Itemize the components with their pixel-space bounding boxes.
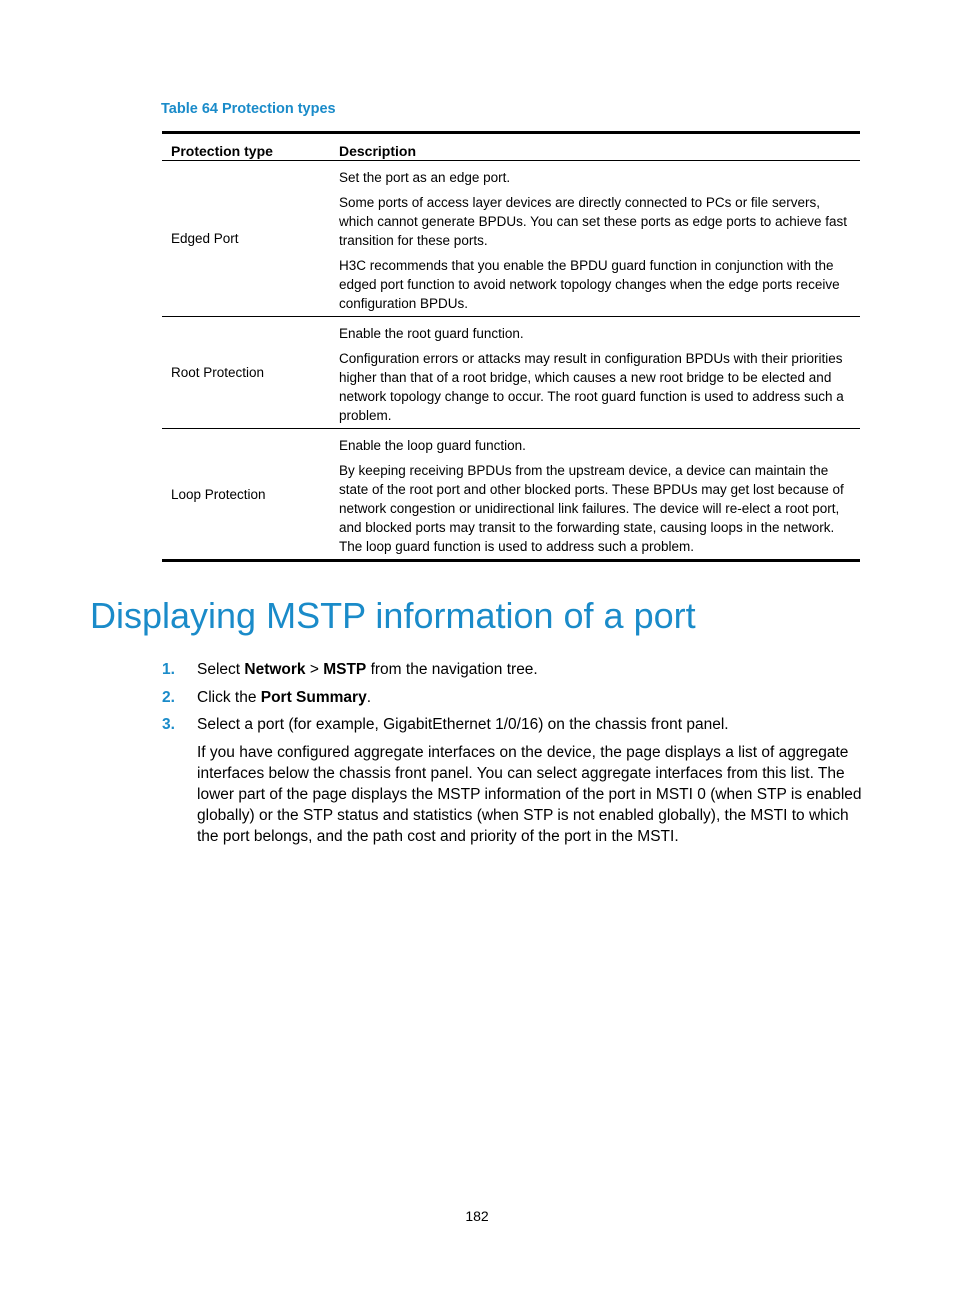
description-paragraph: Some ports of access layer devices are directly connected to PCs or file servers, which cannot generate BPDUs. You can set these ports as edge ports to achieve fast transition for these ports. (339, 195, 848, 248)
step-text (197, 685, 872, 713)
step-list (162, 657, 872, 740)
step-item (162, 657, 872, 685)
step-text (197, 712, 872, 740)
step-note: If you have configured aggregate interfaces on the device, the page displays a list of aggregate interfaces below the chassis front panel. You can select aggregate interfaces from this list. The lower part of the page displays the MSTP information of the port in MSTI 0 (when STP is enabled globally) or the STP status and statistics (when STP is not enabled globally), the MSTI to which the port belongs, and the path cost and priority of the port in the MSTI. (197, 743, 862, 845)
protection-types-table (162, 131, 860, 562)
protection-type-cell: Edged Port (171, 231, 239, 246)
description-cell (330, 161, 860, 316)
step-keyword: Port Summary (260, 688, 367, 706)
step-text-segment: from the navigation tree. (366, 661, 538, 678)
table-row (162, 161, 860, 316)
step-item (162, 685, 872, 713)
header-protection-type: Protection type (171, 143, 273, 159)
page-number: 182 (465, 1208, 489, 1224)
table-header-row (162, 134, 860, 161)
step-text-segment: Click the (197, 688, 261, 706)
description-cell (330, 429, 860, 559)
section-heading: Displaying MSTP information of a port (90, 595, 696, 636)
step-number: 3. (162, 716, 175, 733)
table-body (162, 161, 860, 559)
step-keyword: Network (244, 661, 306, 678)
description-paragraph: H3C recommends that you enable the BPDU guard function in conjunction with the edged port function to avoid network topology changes when the edge ports receive configuration BPDUs. (339, 258, 840, 311)
description-paragraph: Enable the loop guard function. (339, 438, 526, 453)
description-paragraph: Enable the root guard function. (339, 326, 524, 341)
description-cell (330, 317, 860, 428)
description-paragraph: Configuration errors or attacks may result in configuration BPDUs with their priorities higher than that of a root bridge, which causes a new root bridge to be elected and network topology change to occur. The root guard function is used to address such a problem. (339, 351, 844, 423)
description-paragraph: Set the port as an edge port. (339, 170, 511, 185)
protection-type-cell: Loop Protection (171, 486, 266, 502)
header-description: Description (339, 143, 417, 159)
table-row (162, 428, 860, 559)
step-text-segment: Select (197, 661, 245, 678)
description-paragraph: By keeping receiving BPDUs from the upstream device, a device can maintain the state of the root port and other blocked ports. These BPDUs may get lost because of network congestion or unidirectional link failures. The device will re-elect a root port, and blocked ports may transit to the forwarding state, causing loops in the network. The loop guard function is used to address such a problem. (339, 463, 844, 554)
step-number: 1. (162, 661, 175, 678)
protection-type-cell: Root Protection (171, 365, 265, 380)
step-text-segment: . (366, 688, 372, 706)
table-caption: Table 64 Protection types (161, 101, 336, 117)
step-keyword: MSTP (323, 661, 367, 678)
step-text-segment: Select a port (for example, GigabitEthernet 1/0/16) on the chassis front panel. (197, 716, 729, 733)
step-item (162, 712, 872, 740)
procedure-steps (162, 657, 872, 847)
step-text (197, 657, 872, 685)
step-text-segment: > (305, 661, 324, 678)
table-row (162, 316, 860, 428)
step-number: 2. (162, 688, 175, 706)
